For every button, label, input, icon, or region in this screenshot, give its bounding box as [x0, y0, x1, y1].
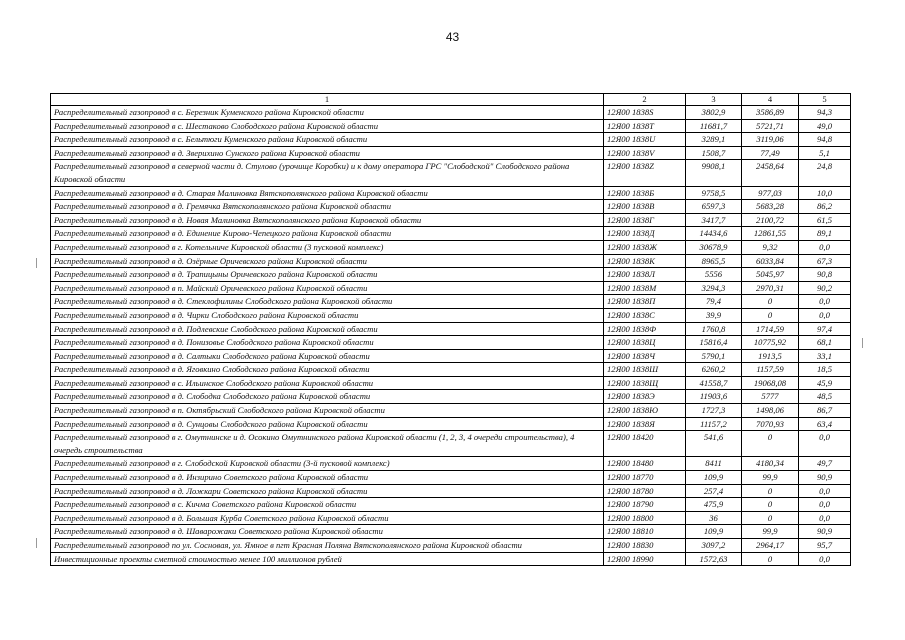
- budget-code-cell: 12Я00 1838Ж: [604, 240, 686, 254]
- plan-amount-cell: 1508,7: [686, 146, 742, 160]
- plan-amount-cell: 8411: [686, 457, 742, 471]
- actual-amount-cell: 99,9: [742, 471, 799, 485]
- table-row: [51, 295, 851, 309]
- table-row: [51, 525, 851, 539]
- percent-cell: 61,5: [799, 213, 851, 227]
- actual-amount-cell: 9,32: [742, 240, 799, 254]
- plan-amount-cell: 6260,2: [686, 363, 742, 377]
- percent-cell: 86,7: [799, 404, 851, 418]
- budget-code-cell: 12Я00 18420: [604, 431, 686, 457]
- plan-amount-cell: 1727,3: [686, 404, 742, 418]
- percent-cell: 45,9: [799, 376, 851, 390]
- actual-amount-cell: 77,49: [742, 146, 799, 160]
- budget-code-cell: 12Я00 1838Щ: [604, 376, 686, 390]
- budget-code-cell: 12Я00 1838Э: [604, 390, 686, 404]
- plan-amount-cell: 5790,1: [686, 349, 742, 363]
- budget-code-cell: 12Я00 1838М: [604, 281, 686, 295]
- actual-amount-cell: 7070,93: [742, 417, 799, 431]
- object-name-cell: Распределительный газопровод в д. Старая Малиновка Вятскополянского района Кировской области: [51, 186, 604, 200]
- table-row: [51, 213, 851, 227]
- table-row: [51, 160, 851, 186]
- margin-mark: [36, 258, 37, 268]
- object-name-cell: Распределительный газопровод в д. Шаварожаки Советского района Кировской области: [51, 525, 604, 539]
- plan-amount-cell: 109,9: [686, 471, 742, 485]
- object-name-cell: Распределительный газопровод в д. Стеклофилины Слободского района Кировской области: [51, 295, 604, 309]
- object-name-cell: Распределительный газопровод в д. Подлевские Слободского района Кировской области: [51, 322, 604, 336]
- table-body: [51, 94, 851, 566]
- plan-amount-cell: 14434,6: [686, 227, 742, 241]
- budget-code-cell: 12Я00 1838Ч: [604, 349, 686, 363]
- percent-cell: 63,4: [799, 417, 851, 431]
- object-name-cell: Распределительный газопровод в д. Чирки Слободского района Кировской области: [51, 308, 604, 322]
- margin-mark: [36, 538, 37, 548]
- actual-amount-cell: 4180,34: [742, 457, 799, 471]
- object-name-cell: Распределительный газопровод в д. Озёрные Оричевского района Кировской области: [51, 254, 604, 268]
- plan-amount-cell: 11157,2: [686, 417, 742, 431]
- percent-cell: 10,0: [799, 186, 851, 200]
- object-name-cell: Распределительный газопровод в с. Бельтюги Куменского района Кировской области: [51, 133, 604, 147]
- table-row: [51, 390, 851, 404]
- budget-code-cell: 12Я00 1838Л: [604, 268, 686, 282]
- header-cell: 2: [604, 94, 686, 106]
- object-name-cell: Распределительный газопровод в д. Сунцовы Слободского района Кировской области: [51, 417, 604, 431]
- actual-amount-cell: 12861,55: [742, 227, 799, 241]
- table-row: [51, 308, 851, 322]
- table-row: [51, 498, 851, 512]
- table-row: [51, 431, 851, 457]
- object-name-cell: Распределительный газопровод в д. Понизовье Слободского района Кировской области: [51, 336, 604, 350]
- object-name-cell: Распределительный газопровод в д. Гремячка Вятскополянского района Кировской области: [51, 200, 604, 214]
- actual-amount-cell: 0: [742, 511, 799, 525]
- actual-amount-cell: 2964,17: [742, 539, 799, 553]
- gas-pipeline-table: [50, 93, 851, 566]
- budget-code-cell: 12Я00 1838П: [604, 295, 686, 309]
- table-row: [51, 552, 851, 566]
- actual-amount-cell: 5045,97: [742, 268, 799, 282]
- actual-amount-cell: 1913,5: [742, 349, 799, 363]
- actual-amount-cell: 0: [742, 552, 799, 566]
- object-name-cell: Распределительный газопровод в с. Ильинское Слободского района Кировской области: [51, 376, 604, 390]
- plan-amount-cell: 3097,2: [686, 539, 742, 553]
- table-row: [51, 471, 851, 485]
- percent-cell: 68,1: [799, 336, 851, 350]
- object-name-cell: Распределительный газопровод в д. Большая Курба Советского района Кировской области: [51, 511, 604, 525]
- budget-code-cell: 12Я00 18830: [604, 539, 686, 553]
- percent-cell: 90,9: [799, 471, 851, 485]
- percent-cell: 0,0: [799, 295, 851, 309]
- percent-cell: 48,5: [799, 390, 851, 404]
- table-row: [51, 227, 851, 241]
- plan-amount-cell: 3802,9: [686, 106, 742, 120]
- actual-amount-cell: 2970,31: [742, 281, 799, 295]
- object-name-cell: Распределительный газопровод в д. Слободка Слободского района Кировской области: [51, 390, 604, 404]
- percent-cell: 95,7: [799, 539, 851, 553]
- budget-code-cell: 12Я00 1838V: [604, 146, 686, 160]
- percent-cell: 0,0: [799, 498, 851, 512]
- table-row: [51, 404, 851, 418]
- plan-amount-cell: 3289,1: [686, 133, 742, 147]
- table-row: [51, 363, 851, 377]
- table-row: [51, 119, 851, 133]
- plan-amount-cell: 15816,4: [686, 336, 742, 350]
- percent-cell: 94,3: [799, 106, 851, 120]
- plan-amount-cell: 6597,3: [686, 200, 742, 214]
- budget-code-cell: 12Я00 1838Д: [604, 227, 686, 241]
- plan-amount-cell: 11681,7: [686, 119, 742, 133]
- plan-amount-cell: 257,4: [686, 484, 742, 498]
- actual-amount-cell: 5683,28: [742, 200, 799, 214]
- budget-code-cell: 12Я00 18990: [604, 552, 686, 566]
- percent-cell: 49,7: [799, 457, 851, 471]
- object-name-cell: Распределительный газопровод в г. Омутнинске и д. Осокино Омутнинского района Кировской области (1, 2, 3, 4 очереди строительства), 4 очередь строительства: [51, 431, 604, 457]
- page-number: 43: [445, 30, 460, 44]
- actual-amount-cell: 0: [742, 308, 799, 322]
- plan-amount-cell: 79,4: [686, 295, 742, 309]
- table-row: [51, 146, 851, 160]
- header-cell: 3: [686, 94, 742, 106]
- plan-amount-cell: 11903,6: [686, 390, 742, 404]
- percent-cell: 0,0: [799, 240, 851, 254]
- table-row: [51, 133, 851, 147]
- table-row: [51, 457, 851, 471]
- plan-amount-cell: 109,9: [686, 525, 742, 539]
- budget-code-cell: 12Я00 1838U: [604, 133, 686, 147]
- margin-mark: [862, 338, 863, 348]
- plan-amount-cell: 9758,5: [686, 186, 742, 200]
- percent-cell: 18,5: [799, 363, 851, 377]
- plan-amount-cell: 39,9: [686, 308, 742, 322]
- budget-code-cell: 12Я00 18800: [604, 511, 686, 525]
- percent-cell: 86,2: [799, 200, 851, 214]
- budget-code-cell: 12Я00 1838Г: [604, 213, 686, 227]
- actual-amount-cell: 0: [742, 431, 799, 457]
- object-name-cell: Распределительный газопровод в с. Кичма Советского района Кировской области: [51, 498, 604, 512]
- object-name-cell: Распределительный газопровод в д. Инзирино Советского района Кировской области: [51, 471, 604, 485]
- table-row: [51, 281, 851, 295]
- table-row: [51, 511, 851, 525]
- percent-cell: 0,0: [799, 431, 851, 457]
- budget-code-cell: 12Я00 1838Ф: [604, 322, 686, 336]
- budget-code-cell: 12Я00 1838Б: [604, 186, 686, 200]
- percent-cell: 0,0: [799, 484, 851, 498]
- budget-code-cell: 12Я00 1838Ю: [604, 404, 686, 418]
- table-row: [51, 240, 851, 254]
- budget-code-cell: 12Я00 1838Ц: [604, 336, 686, 350]
- table-row: [51, 349, 851, 363]
- percent-cell: 67,3: [799, 254, 851, 268]
- header-cell: 5: [799, 94, 851, 106]
- budget-code-cell: 12Я00 18810: [604, 525, 686, 539]
- table-row: [51, 106, 851, 120]
- budget-code-cell: 12Я00 1838Z: [604, 160, 686, 186]
- table-row: [51, 200, 851, 214]
- percent-cell: 0,0: [799, 552, 851, 566]
- object-name-cell: Распределительный газопровод в п. Майский Оричевского района Кировской области: [51, 281, 604, 295]
- table-row: [51, 484, 851, 498]
- budget-code-cell: 12Я00 1838К: [604, 254, 686, 268]
- header-cell: 1: [51, 94, 604, 106]
- actual-amount-cell: 0: [742, 498, 799, 512]
- budget-code-cell: 12Я00 1838В: [604, 200, 686, 214]
- object-name-cell: Распределительный газопровод в д. Ложкари Советского района Кировской области: [51, 484, 604, 498]
- actual-amount-cell: 5777: [742, 390, 799, 404]
- plan-amount-cell: 9908,1: [686, 160, 742, 186]
- plan-amount-cell: 36: [686, 511, 742, 525]
- table-row: [51, 268, 851, 282]
- budget-code-cell: 12Я00 1838Ш: [604, 363, 686, 377]
- plan-amount-cell: 475,9: [686, 498, 742, 512]
- actual-amount-cell: 6033,84: [742, 254, 799, 268]
- object-name-cell: Распределительный газопровод в с. Березник Куменского района Кировской области: [51, 106, 604, 120]
- percent-cell: 5,1: [799, 146, 851, 160]
- actual-amount-cell: 5721,71: [742, 119, 799, 133]
- table-row: [51, 186, 851, 200]
- budget-code-cell: 12Я00 1838С: [604, 308, 686, 322]
- percent-cell: 0,0: [799, 308, 851, 322]
- plan-amount-cell: 1572,63: [686, 552, 742, 566]
- plan-amount-cell: 3294,3: [686, 281, 742, 295]
- actual-amount-cell: 2100,72: [742, 213, 799, 227]
- budget-code-cell: 12Я00 18790: [604, 498, 686, 512]
- object-name-cell: Распределительный газопровод в с. Шестаково Слободского района Кировской области: [51, 119, 604, 133]
- object-name-cell: Распределительный газопровод в д. Яговкино Слободского района Кировской области: [51, 363, 604, 377]
- object-name-cell: Распределительный газопровод в д. Трапицыны Оричевского района Кировской области: [51, 268, 604, 282]
- percent-cell: 24,8: [799, 160, 851, 186]
- actual-amount-cell: 977,03: [742, 186, 799, 200]
- actual-amount-cell: 99,9: [742, 525, 799, 539]
- object-name-cell: Распределительный газопровод в г. Слободской Кировской области (3-й пусковой комплекс): [51, 457, 604, 471]
- table-header-row: [51, 94, 851, 106]
- percent-cell: 33,1: [799, 349, 851, 363]
- percent-cell: 90,9: [799, 525, 851, 539]
- percent-cell: 94,8: [799, 133, 851, 147]
- budget-code-cell: 12Я00 18770: [604, 471, 686, 485]
- object-name-cell: Распределительный газопровод в п. Октябрьский Слободского района Кировской области: [51, 404, 604, 418]
- budget-code-cell: 12Я00 18480: [604, 457, 686, 471]
- actual-amount-cell: 19068,08: [742, 376, 799, 390]
- table-row: [51, 539, 851, 553]
- plan-amount-cell: 30678,9: [686, 240, 742, 254]
- plan-amount-cell: 8965,5: [686, 254, 742, 268]
- object-name-cell: Распределительный газопровод в д. Новая Малиновка Вятскополянского района Кировской области: [51, 213, 604, 227]
- percent-cell: 97,4: [799, 322, 851, 336]
- table-row: [51, 417, 851, 431]
- actual-amount-cell: 3586,89: [742, 106, 799, 120]
- budget-code-cell: 12Я00 18780: [604, 484, 686, 498]
- actual-amount-cell: 0: [742, 295, 799, 309]
- actual-amount-cell: 10775,92: [742, 336, 799, 350]
- percent-cell: 90,2: [799, 281, 851, 295]
- actual-amount-cell: 3119,06: [742, 133, 799, 147]
- plan-amount-cell: 5556: [686, 268, 742, 282]
- actual-amount-cell: 1157,59: [742, 363, 799, 377]
- table-row: [51, 336, 851, 350]
- percent-cell: 49,0: [799, 119, 851, 133]
- object-name-cell: Распределительный газопровод в д. Зверихино Сунского района Кировской области: [51, 146, 604, 160]
- percent-cell: 0,0: [799, 511, 851, 525]
- budget-code-cell: 12Я00 1838T: [604, 119, 686, 133]
- percent-cell: 89,1: [799, 227, 851, 241]
- object-name-cell: Распределительный газопровод по ул. Сосновая, ул. Ямное в пгт Красная Поляна Вятскополянского района Кировской области: [51, 539, 604, 553]
- plan-amount-cell: 41558,7: [686, 376, 742, 390]
- plan-amount-cell: 3417,7: [686, 213, 742, 227]
- report-sheet: [50, 93, 850, 566]
- plan-amount-cell: 541,6: [686, 431, 742, 457]
- object-name-cell: Распределительный газопровод в г. Котельниче Кировской области (3 пусковой комплекс): [51, 240, 604, 254]
- actual-amount-cell: 0: [742, 484, 799, 498]
- actual-amount-cell: 2458,64: [742, 160, 799, 186]
- table-row: [51, 322, 851, 336]
- object-name-cell: Распределительный газопровод в д. Салтыки Слободского района Кировской области: [51, 349, 604, 363]
- budget-code-cell: 12Я00 1838Я: [604, 417, 686, 431]
- header-cell: 4: [742, 94, 799, 106]
- actual-amount-cell: 1498,06: [742, 404, 799, 418]
- object-name-cell: Распределительный газопровод в д. Единение Кирово-Чепецкого района Кировской области: [51, 227, 604, 241]
- object-name-cell: Распределительный газопровод в северной части д. Стулово (урочище Коробки) и к дому оператора ГРС "Слободской" Слободского района Кировской области: [51, 160, 604, 186]
- actual-amount-cell: 1714,59: [742, 322, 799, 336]
- plan-amount-cell: 1760,8: [686, 322, 742, 336]
- budget-code-cell: 12Я00 1838S: [604, 106, 686, 120]
- object-name-cell: Инвестиционные проекты сметной стоимостью менее 100 миллионов рублей: [51, 552, 604, 566]
- table-row: [51, 254, 851, 268]
- table-row: [51, 376, 851, 390]
- percent-cell: 90,8: [799, 268, 851, 282]
